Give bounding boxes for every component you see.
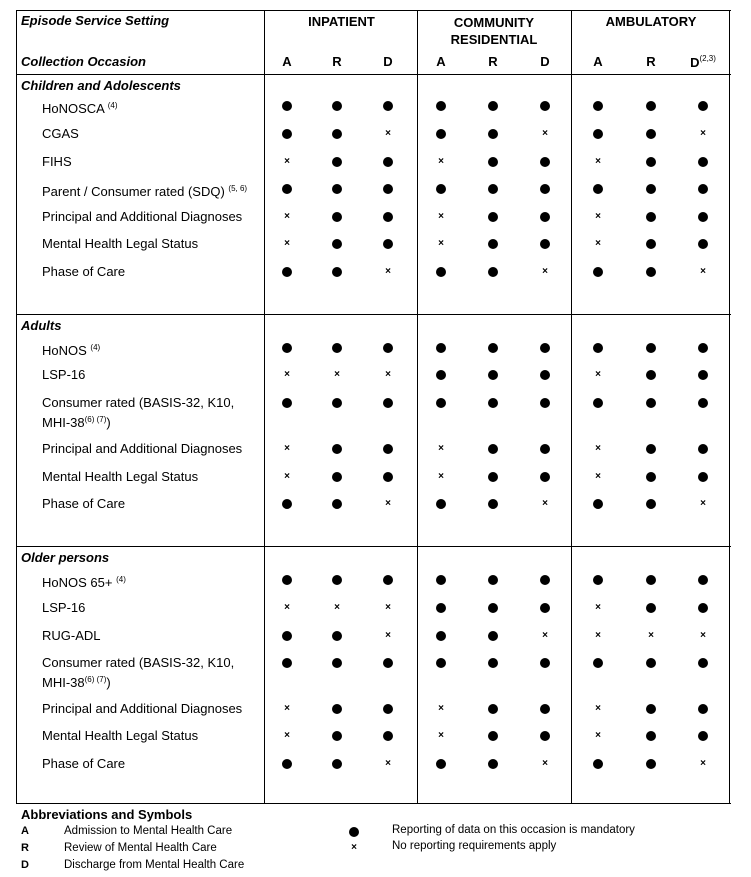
cross-icon: × <box>700 630 706 641</box>
cross-icon: × <box>542 128 548 139</box>
section-title: Children and Adolescents <box>21 78 181 93</box>
cross-icon: × <box>284 369 290 380</box>
measure-label: Mental Health Legal Status <box>42 469 199 484</box>
setting-ambulatory: AMBULATORY <box>605 14 697 29</box>
cross-icon: × <box>595 156 601 167</box>
filled-circle-icon <box>282 398 292 408</box>
measure-label: HoNOSCA $^{(4)}$ <box>42 101 118 116</box>
filled-circle-icon <box>436 499 446 509</box>
cross-icon: × <box>385 498 391 509</box>
measure-label: Phase of Care <box>42 264 126 279</box>
cross-icon: × <box>542 758 548 769</box>
filled-circle-icon <box>332 731 342 741</box>
filled-circle-icon <box>436 658 446 668</box>
measure-label: RUG-ADL <box>42 628 101 643</box>
footnote-ref: (6) (7) <box>84 415 107 424</box>
filled-circle-icon <box>282 101 292 111</box>
filled-circle-icon <box>646 212 656 222</box>
cross-icon: × <box>700 128 706 139</box>
filled-circle-icon <box>383 101 393 111</box>
filled-circle-icon <box>646 731 656 741</box>
filled-circle-icon <box>540 603 550 613</box>
filled-circle-icon <box>646 184 656 194</box>
filled-circle-icon <box>593 101 603 111</box>
cross-icon: × <box>438 211 444 222</box>
filled-circle-icon <box>332 343 342 353</box>
cross-icon: × <box>648 630 654 641</box>
filled-circle-icon <box>540 370 550 380</box>
filled-circle-icon <box>540 444 550 454</box>
cross-icon: × <box>595 471 601 482</box>
table-top-border <box>16 10 731 11</box>
filled-circle-icon <box>540 212 550 222</box>
occasion-header-d: D <box>383 54 393 69</box>
filled-circle-icon <box>488 444 498 454</box>
filled-circle-icon <box>488 343 498 353</box>
measure-label: CGAS <box>42 126 79 141</box>
cross-icon: × <box>334 602 340 613</box>
column-divider <box>264 10 265 804</box>
filled-circle-icon <box>282 129 292 139</box>
occasion-header-a: A <box>593 54 603 69</box>
occasion-header-a: A <box>282 54 292 69</box>
cross-icon: × <box>438 730 444 741</box>
cross-icon: × <box>438 443 444 454</box>
filled-circle-icon <box>383 575 393 585</box>
filled-circle-icon <box>593 499 603 509</box>
setting-community-residential: COMMUNITY RESIDENTIAL <box>450 15 538 47</box>
filled-circle-icon <box>436 575 446 585</box>
filled-circle-icon <box>332 658 342 668</box>
filled-circle-icon <box>540 343 550 353</box>
filled-circle-icon <box>332 212 342 222</box>
column-divider <box>571 10 572 804</box>
filled-circle-icon <box>488 129 498 139</box>
filled-circle-icon <box>488 472 498 482</box>
footnote-ref: (4) <box>107 101 118 110</box>
filled-circle-icon <box>646 472 656 482</box>
cross-icon: × <box>385 630 391 641</box>
filled-circle-icon <box>646 575 656 585</box>
cross-icon: × <box>595 703 601 714</box>
filled-circle-icon <box>436 759 446 769</box>
footnote-ref: (2,3) <box>699 54 716 63</box>
cross-icon: × <box>595 630 601 641</box>
filled-circle-icon <box>698 704 708 714</box>
filled-circle-icon <box>698 731 708 741</box>
filled-circle-icon <box>698 472 708 482</box>
column-divider <box>417 10 418 804</box>
cross-icon: × <box>284 156 290 167</box>
filled-circle-icon <box>436 631 446 641</box>
filled-circle-icon <box>383 343 393 353</box>
filled-circle-icon <box>436 101 446 111</box>
filled-circle-icon <box>349 827 359 837</box>
cross-icon: × <box>284 238 290 249</box>
filled-circle-icon <box>646 157 656 167</box>
filled-circle-icon <box>593 658 603 668</box>
table-right-border <box>729 10 730 804</box>
legend-abbr-key: A <box>21 825 29 837</box>
filled-circle-icon <box>332 631 342 641</box>
filled-circle-icon <box>698 575 708 585</box>
filled-circle-icon <box>282 759 292 769</box>
cross-icon: × <box>284 211 290 222</box>
filled-circle-icon <box>488 184 498 194</box>
filled-circle-icon <box>698 444 708 454</box>
filled-circle-icon <box>646 444 656 454</box>
filled-circle-icon <box>332 129 342 139</box>
filled-circle-icon <box>698 239 708 249</box>
filled-circle-icon <box>488 603 498 613</box>
cross-icon: × <box>284 602 290 613</box>
filled-circle-icon <box>436 129 446 139</box>
filled-circle-icon <box>488 157 498 167</box>
filled-circle-icon <box>488 499 498 509</box>
filled-circle-icon <box>698 343 708 353</box>
legend-abbr-text: Review of Mental Health Care <box>64 842 217 854</box>
filled-circle-icon <box>488 704 498 714</box>
filled-circle-icon <box>332 239 342 249</box>
filled-circle-icon <box>646 343 656 353</box>
measure-label: Phase of Care <box>42 756 126 771</box>
cross-icon: × <box>542 630 548 641</box>
filled-circle-icon <box>540 239 550 249</box>
filled-circle-icon <box>488 731 498 741</box>
table-bottom-border <box>16 803 731 804</box>
cross-icon: × <box>284 730 290 741</box>
filled-circle-icon <box>698 212 708 222</box>
filled-circle-icon <box>383 184 393 194</box>
filled-circle-icon <box>646 370 656 380</box>
filled-circle-icon <box>383 472 393 482</box>
filled-circle-icon <box>332 575 342 585</box>
filled-circle-icon <box>698 184 708 194</box>
filled-circle-icon <box>698 603 708 613</box>
filled-circle-icon <box>282 267 292 277</box>
filled-circle-icon <box>332 499 342 509</box>
filled-circle-icon <box>593 398 603 408</box>
cross-icon: × <box>595 443 601 454</box>
filled-circle-icon <box>436 343 446 353</box>
filled-circle-icon <box>488 370 498 380</box>
occasion-header-r: R <box>332 54 342 69</box>
cross-icon: × <box>700 758 706 769</box>
filled-circle-icon <box>282 343 292 353</box>
filled-circle-icon <box>698 658 708 668</box>
filled-circle-icon <box>488 759 498 769</box>
cross-icon: × <box>284 703 290 714</box>
filled-circle-icon <box>646 603 656 613</box>
header-divider <box>16 74 731 75</box>
filled-circle-icon <box>540 157 550 167</box>
filled-circle-icon <box>593 759 603 769</box>
filled-circle-icon <box>383 444 393 454</box>
cross-icon: × <box>284 471 290 482</box>
filled-circle-icon <box>646 101 656 111</box>
cross-icon: × <box>284 443 290 454</box>
measure-label: HoNOS $^{(4)}$ <box>42 343 101 358</box>
footnote-ref: (4) <box>90 343 101 352</box>
filled-circle-icon <box>646 759 656 769</box>
section-title: Adults <box>21 318 62 333</box>
filled-circle-icon <box>698 157 708 167</box>
filled-circle-icon <box>436 267 446 277</box>
filled-circle-icon <box>332 398 342 408</box>
cross-icon: × <box>385 369 391 380</box>
cross-icon: × <box>385 128 391 139</box>
cross-icon: × <box>385 758 391 769</box>
section-divider <box>16 546 731 547</box>
legend-title: Abbreviations and Symbols <box>21 807 193 822</box>
occasion-header-d: D$^{(2,3)}$ <box>690 54 716 70</box>
filled-circle-icon <box>383 239 393 249</box>
filled-circle-icon <box>488 398 498 408</box>
filled-circle-icon <box>540 658 550 668</box>
filled-circle-icon <box>332 472 342 482</box>
filled-circle-icon <box>488 212 498 222</box>
filled-circle-icon <box>698 370 708 380</box>
filled-circle-icon <box>646 239 656 249</box>
filled-circle-icon <box>540 398 550 408</box>
filled-circle-icon <box>646 499 656 509</box>
legend-abbr-key: D <box>21 859 29 871</box>
measure-label: Consumer rated (BASIS-32, K10, MHI-$38^{(6) (7)}$) <box>42 655 235 690</box>
occasion-header-r: R <box>488 54 498 69</box>
legend-abbr-key: R <box>21 842 29 854</box>
occasion-header-a: A <box>436 54 446 69</box>
filled-circle-icon <box>646 658 656 668</box>
filled-circle-icon <box>332 184 342 194</box>
filled-circle-icon <box>646 267 656 277</box>
filled-circle-icon <box>436 370 446 380</box>
filled-circle-icon <box>646 129 656 139</box>
cross-icon: × <box>351 842 357 853</box>
measure-label: LSP-16 <box>42 367 86 382</box>
filled-circle-icon <box>540 731 550 741</box>
cross-icon: × <box>438 703 444 714</box>
occasion-header-r: R <box>646 54 656 69</box>
cross-icon: × <box>595 369 601 380</box>
cross-icon: × <box>595 730 601 741</box>
footnote-ref: (4) <box>116 575 126 584</box>
section-title: Older persons <box>21 550 110 565</box>
filled-circle-icon <box>332 704 342 714</box>
filled-circle-icon <box>540 575 550 585</box>
filled-circle-icon <box>646 398 656 408</box>
filled-circle-icon <box>282 499 292 509</box>
cross-icon: × <box>438 471 444 482</box>
filled-circle-icon <box>540 704 550 714</box>
legend-abbr-text: Discharge from Mental Health Care <box>64 859 245 871</box>
cross-icon: × <box>595 238 601 249</box>
measure-label: Consumer rated (BASIS-32, K10, MHI-$38^{(6) (7)}$) <box>42 395 235 430</box>
filled-circle-icon <box>383 398 393 408</box>
cross-icon: × <box>542 498 548 509</box>
cross-icon: × <box>542 266 548 277</box>
table-left-border <box>16 10 17 804</box>
filled-circle-icon <box>332 101 342 111</box>
cross-icon: × <box>385 266 391 277</box>
filled-circle-icon <box>488 267 498 277</box>
filled-circle-icon <box>282 658 292 668</box>
filled-circle-icon <box>436 398 446 408</box>
cross-icon: × <box>700 498 706 509</box>
filled-circle-icon <box>332 157 342 167</box>
measure-label: Principal and Additional Diagnoses <box>42 701 243 716</box>
filled-circle-icon <box>383 157 393 167</box>
filled-circle-icon <box>488 658 498 668</box>
filled-circle-icon <box>282 184 292 194</box>
cross-icon: × <box>385 602 391 613</box>
filled-circle-icon <box>593 267 603 277</box>
filled-circle-icon <box>488 239 498 249</box>
cross-icon: × <box>438 238 444 249</box>
filled-circle-icon <box>488 575 498 585</box>
filled-circle-icon <box>540 184 550 194</box>
filled-circle-icon <box>593 184 603 194</box>
footnote-ref: (5, 6) <box>228 184 248 193</box>
filled-circle-icon <box>332 267 342 277</box>
filled-circle-icon <box>698 398 708 408</box>
filled-circle-icon <box>332 759 342 769</box>
cross-icon: × <box>334 369 340 380</box>
legend-symbol-text: No reporting requirements apply <box>392 840 557 852</box>
filled-circle-icon <box>698 101 708 111</box>
filled-circle-icon <box>488 101 498 111</box>
filled-circle-icon <box>540 472 550 482</box>
cross-icon: × <box>438 156 444 167</box>
footnote-ref: (6) (7) <box>84 675 107 684</box>
legend-abbr-text: Admission to Mental Health Care <box>64 825 233 837</box>
filled-circle-icon <box>593 343 603 353</box>
measure-label: Mental Health Legal Status <box>42 728 199 743</box>
legend-symbol-text: Reporting of data on this occasion is mandatory <box>392 824 635 836</box>
filled-circle-icon <box>436 603 446 613</box>
filled-circle-icon <box>282 631 292 641</box>
filled-circle-icon <box>488 631 498 641</box>
measure-label: Phase of Care <box>42 496 126 511</box>
filled-circle-icon <box>540 101 550 111</box>
measure-label: Principal and Additional Diagnoses <box>42 441 243 456</box>
filled-circle-icon <box>646 704 656 714</box>
cross-icon: × <box>595 602 601 613</box>
filled-circle-icon <box>383 731 393 741</box>
filled-circle-icon <box>332 444 342 454</box>
section-divider <box>16 314 731 315</box>
measure-label: HoNOS 65+ $^{(4)}$ <box>42 575 126 590</box>
cross-icon: × <box>700 266 706 277</box>
filled-circle-icon <box>383 658 393 668</box>
filled-circle-icon <box>436 184 446 194</box>
occasion-header-d: D <box>540 54 550 69</box>
measure-label: FIHS <box>42 154 72 169</box>
measure-label: Principal and Additional Diagnoses <box>42 209 243 224</box>
episode-service-setting-label: Episode Service Setting <box>21 13 170 28</box>
filled-circle-icon <box>593 575 603 585</box>
cross-icon: × <box>595 211 601 222</box>
collection-occasion-label: Collection Occasion <box>21 54 146 69</box>
setting-inpatient: INPATIENT <box>308 14 375 29</box>
measure-label: Parent / Consumer rated (SDQ) $^{(5, 6)}$ <box>42 184 248 199</box>
filled-circle-icon <box>383 704 393 714</box>
filled-circle-icon <box>383 212 393 222</box>
filled-circle-icon <box>282 575 292 585</box>
filled-circle-icon <box>593 129 603 139</box>
measure-label: Mental Health Legal Status <box>42 236 199 251</box>
measure-label: LSP-16 <box>42 600 86 615</box>
